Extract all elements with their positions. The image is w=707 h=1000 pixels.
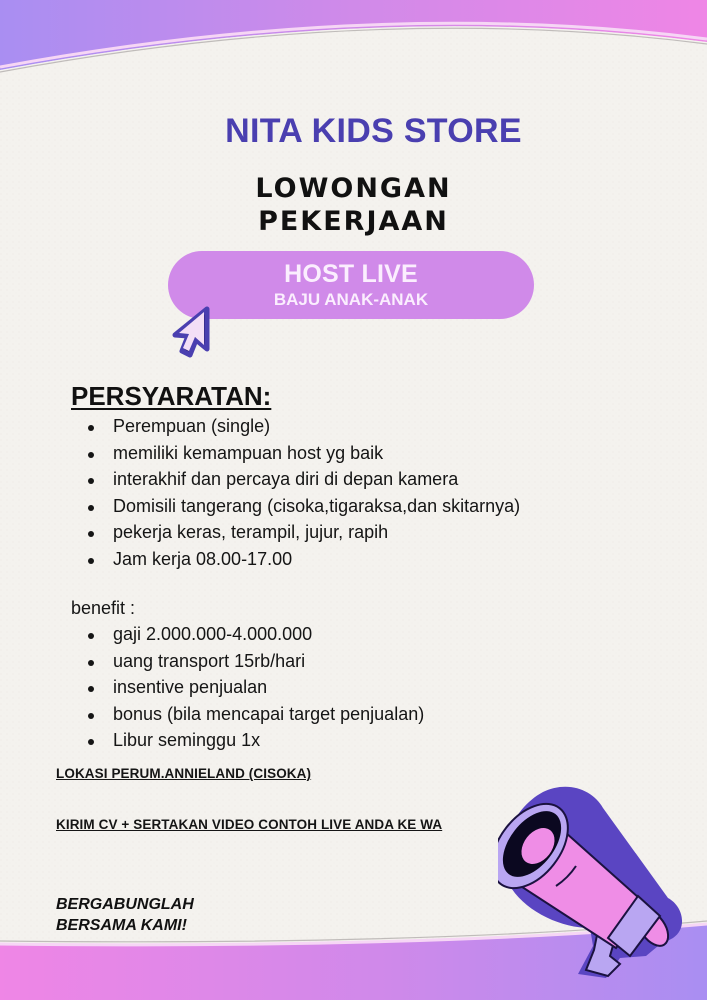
benefits-heading: benefit : — [71, 598, 136, 618]
requirements-heading: PERSYARATAN: — [71, 381, 272, 411]
heading-line-2: PEKERJAAN — [258, 206, 449, 237]
list-item: Libur seminggu 1x — [83, 727, 424, 754]
list-item: Domisili tangerang (cisoka,tigaraksa,dan skitarnya) — [83, 493, 520, 520]
position-banner — [168, 251, 534, 319]
page-heading — [0, 172, 707, 238]
closing-callout — [56, 894, 194, 936]
heading-line-1: LOWONGAN — [255, 173, 452, 204]
list-item: Jam kerja 08.00-17.00 — [83, 546, 520, 573]
list-item: uang transport 15rb/hari — [83, 648, 424, 675]
position-subtitle: BAJU ANAK-ANAK — [273, 290, 429, 309]
apply-instruction: KIRIM CV + SERTAKAN VIDEO CONTOH LIVE ANDA KE WA — [56, 817, 443, 832]
list-item: pekerja keras, terampil, jujur, rapih — [83, 519, 520, 546]
list-item: interakhif dan percaya diri di depan kamera — [83, 466, 520, 493]
list-item: memiliki kemampuan host yg baik — [83, 440, 520, 467]
megaphone-icon — [498, 778, 698, 988]
cursor-arrow-icon — [170, 305, 218, 361]
list-item: insentive penjualan — [83, 674, 424, 701]
list-item: bonus (bila mencapai target penjualan) — [83, 701, 424, 728]
requirements-list — [83, 413, 520, 572]
benefits-list — [83, 621, 424, 754]
list-item: gaji 2.000.000-4.000.000 — [83, 621, 424, 648]
list-item: Perempuan (single) — [83, 413, 520, 440]
closing-line-1: BERGABUNGLAH — [56, 896, 194, 913]
store-name: NITA KIDS STORE — [225, 112, 522, 150]
position-title: HOST LIVE — [284, 260, 418, 288]
closing-line-2: BERSAMA KAMI! — [56, 917, 187, 934]
location-text: LOKASI PERUM.ANNIELAND (CISOKA) — [56, 766, 312, 781]
